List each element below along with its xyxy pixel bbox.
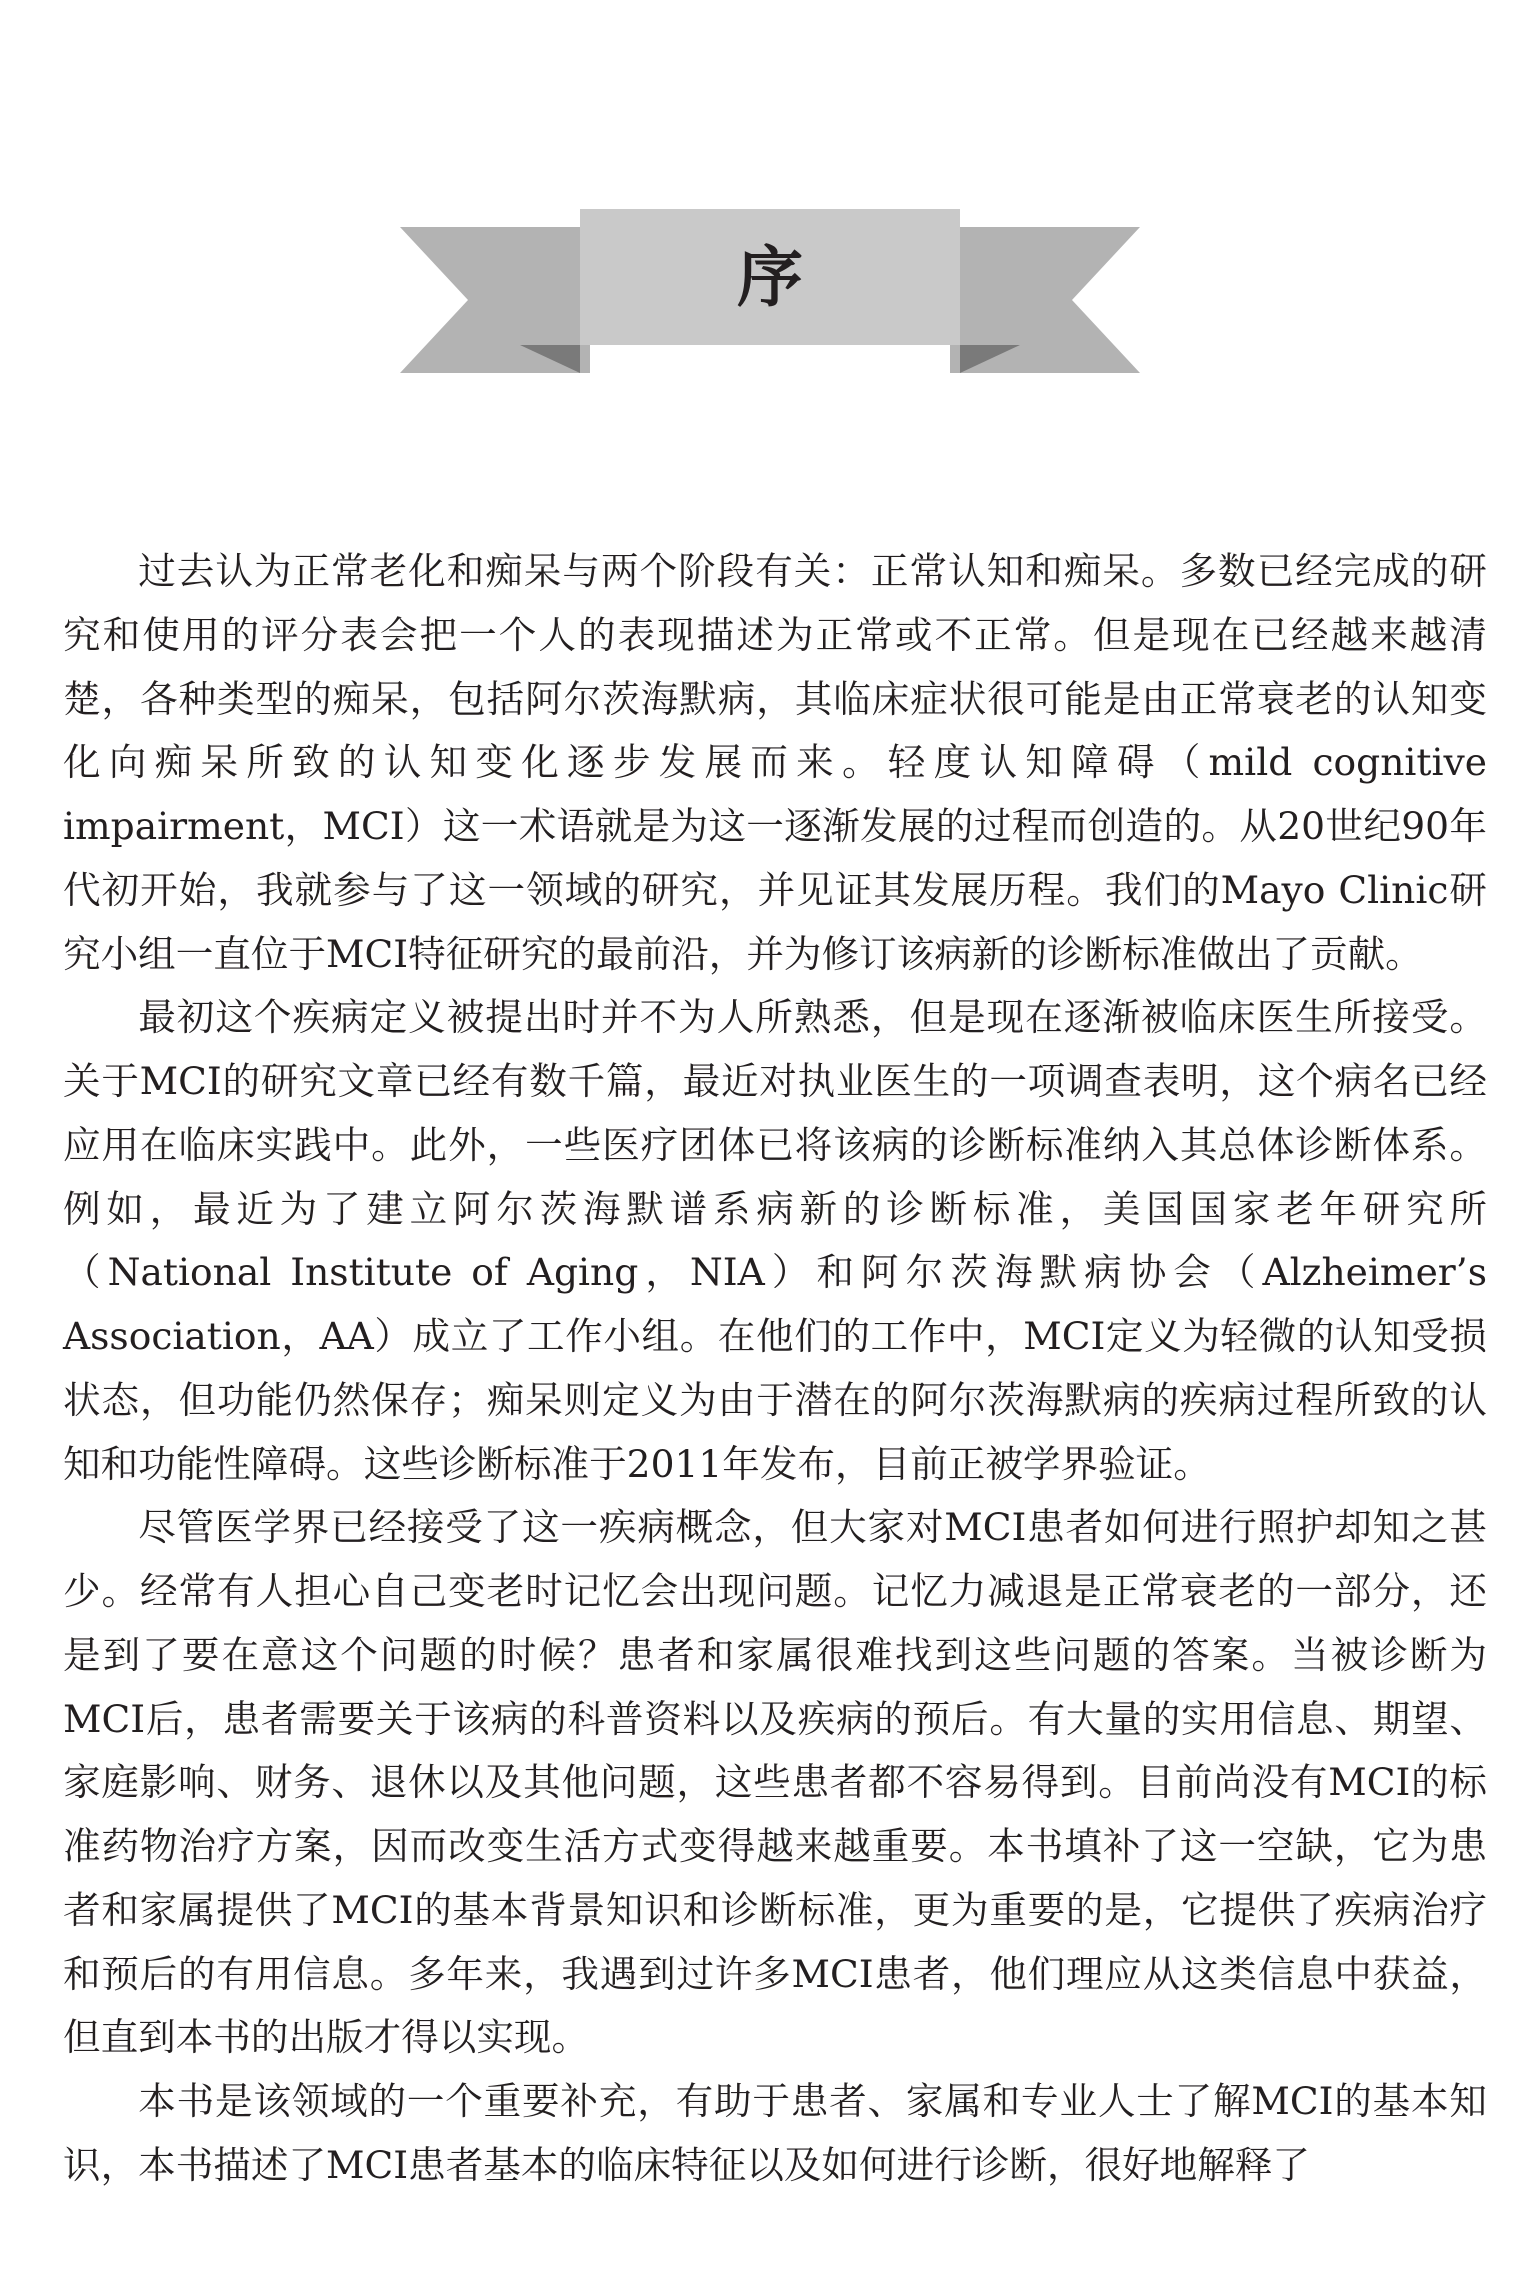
paragraph: 过去认为正常老化和痴呆与两个阶段有关：正常认知和痴呆。多数已经完成的研究和使用的评分表会把一个人的表现描述为正常或不正常。但是现在已经越来越清楚，各种类型的痴呆，包括阿尔茨海默病，其临床症状很可能是由正常衰老的认知变化向痴呆所致的认知变化逐步发展而来。轻度认知障碍（mild cognitive impairment，MCI）这一术语就是为这一逐渐发展的过程而创造的。从20世纪90年代初开始，我就参与了这一领域的研究，并见证其发展历程。我们的Mayo Clinic研究小组一直位于MCI特征研究的最前沿，并为修订该病新的诊断标准做出了贡献。 bbox=[63, 549, 1487, 976]
paragraph: 尽管医学界已经接受了这一疾病概念，但大家对MCI患者如何进行照护却知之甚少。经常有人担心自己变老时记忆会出现问题。记忆力减退是正常衰老的一部分，还是到了要在意这个问题的时候？患者和家属很难找到这些问题的答案。当被诊断为MCI后，患者需要关于该病的科普资料以及疾病的预后。有大量的实用信息、期望、家庭影响、财务、退休以及其他问题，这些患者都不容易得到。目前尚没有MCI的标准药物治疗方案，因而改变生活方式变得越来越重要。本书填补了这一空缺，它为患者和家属提供了MCI的基本背景知识和诊断标准，更为重要的是，它提供了疾病治疗和预后的有用信息。多年来，我遇到过许多MCI患者，他们理应从这类信息中获益，但直到本书的出版才得以实现。 bbox=[63, 1505, 1487, 2060]
preface-body bbox=[63, 540, 1487, 2198]
paragraph: 本书是该领域的一个重要补充，有助于患者、家属和专业人士了解MCI的基本知识，本书描述了MCI患者基本的临床特征以及如何进行诊断，很好地解释了 bbox=[63, 2079, 1487, 2187]
title-banner bbox=[400, 195, 1140, 395]
page-title: 序 bbox=[737, 238, 803, 316]
paragraph: 最初这个疾病定义被提出时并不为人所熟悉，但是现在逐渐被临床医生所接受。关于MCI的研究文章已经有数千篇，最近对执业医生的一项调查表明，这个病名已经应用在临床实践中。此外，一些医疗团体已将该病的诊断标准纳入其总体诊断体系。例如，最近为了建立阿尔茨海默谱系病新的诊断标准，美国国家老年研究所（National Institute of Aging，NIA）和阿尔茨海默病协会（Alzheimer’s Association，AA）成立了工作小组。在他们的工作中，MCI定义为轻微的认知受损状态，但功能仍然保存；痴呆则定义为由于潜在的阿尔茨海默病的疾病过程所致的认知和功能性障碍。这些诊断标准于2011年发布，目前正被学界验证。 bbox=[63, 995, 1487, 1486]
